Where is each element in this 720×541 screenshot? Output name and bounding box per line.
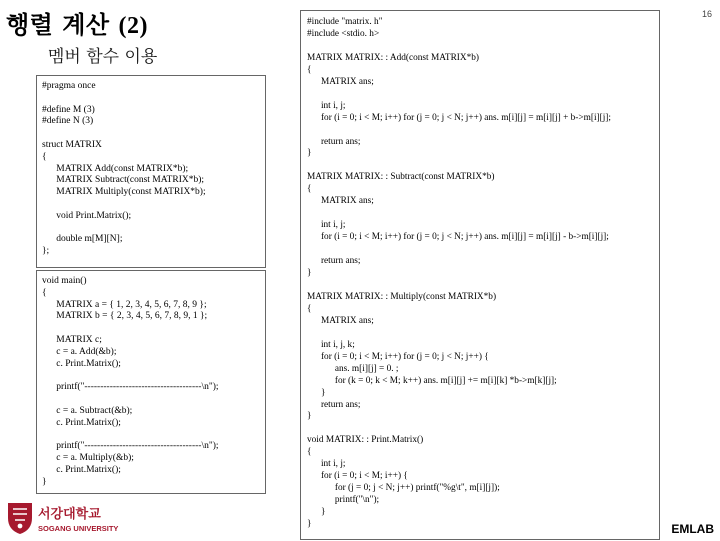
footer-lab-name: EMLAB: [671, 522, 714, 536]
slide-title-main: 행렬 계산: [6, 11, 110, 39]
code-header-struct: #pragma once #define M (3) #define N (3) struct MATRIX { MATRIX Add(const MATRIX*b); MATRIX Subtract(const MATRIX*b); MATRIX Multiply(const MATRIX*b); void Print.Matrix(); double m[M][N]; };: [42, 81, 206, 257]
slide-title: [6, 5, 148, 40]
university-logo: [6, 500, 121, 536]
sogang-emblem-icon: [6, 500, 121, 536]
slide-title-number: (2): [118, 13, 148, 39]
logo-english-text: SOGANG UNIVERSITY: [38, 524, 119, 533]
code-main-function: void main() { MATRIX a = { 1, 2, 3, 4, 5, 6, 7, 8, 9 }; MATRIX b = { 2, 3, 4, 5, 6, 7, 8, 9, 1 }; MATRIX c; c = a. Add(&b); c. Print.Matrix(); printf("-------------------------------------\n"); c = a. Subtract(&b); c. Print.Matrix(); printf("-------------------------------------\n"); c = a. Multiply(&b); c. Print.Matrix(); }: [42, 276, 219, 487]
code-box-header: [36, 75, 266, 268]
code-box-main: [36, 270, 266, 494]
page-number: 16: [701, 9, 712, 19]
logo-korean-text: 서강대학교: [38, 507, 101, 522]
slide-subtitle: 멤버 함수 이용: [48, 47, 158, 67]
code-implementation: #include "matrix. h" #include <stdio. h> MATRIX MATRIX: : Add(const MATRIX*b) { MATRIX ans; int i, j; for (i = 0; i < M; i++) for (j = 0; j < N; j++) ans. m[i][j] = m[i][j] + b->m[i][j]; return ans; } MATRIX MATRIX: : Subtract(const MATRIX*b) { MATRIX ans; int i, j; for (i = 0; i < M; i++) for (j = 0; j < N; j++) ans. m[i][j] = m[i][j] - b->m[i][j]; return ans; } MATRIX MATRIX: : Multiply(const MATRIX*b) { MATRIX ans; int i, j, k; for (i = 0; i < M; i++) for (j = 0; j < N; j++) { ans. m[i][j] = 0. ; for (k = 0; k < M; k++) ans. m[i][j] += m[i][k] *b->m[k][j]; } return ans; } void MATRIX: : Print.Matrix() { int i, j; for (i = 0; i < M; i++) { for (j = 0; j < N; j++) printf("%g\t", m[i][j]); printf("\n"); } }: [307, 17, 611, 530]
code-box-implementation: [300, 10, 660, 540]
